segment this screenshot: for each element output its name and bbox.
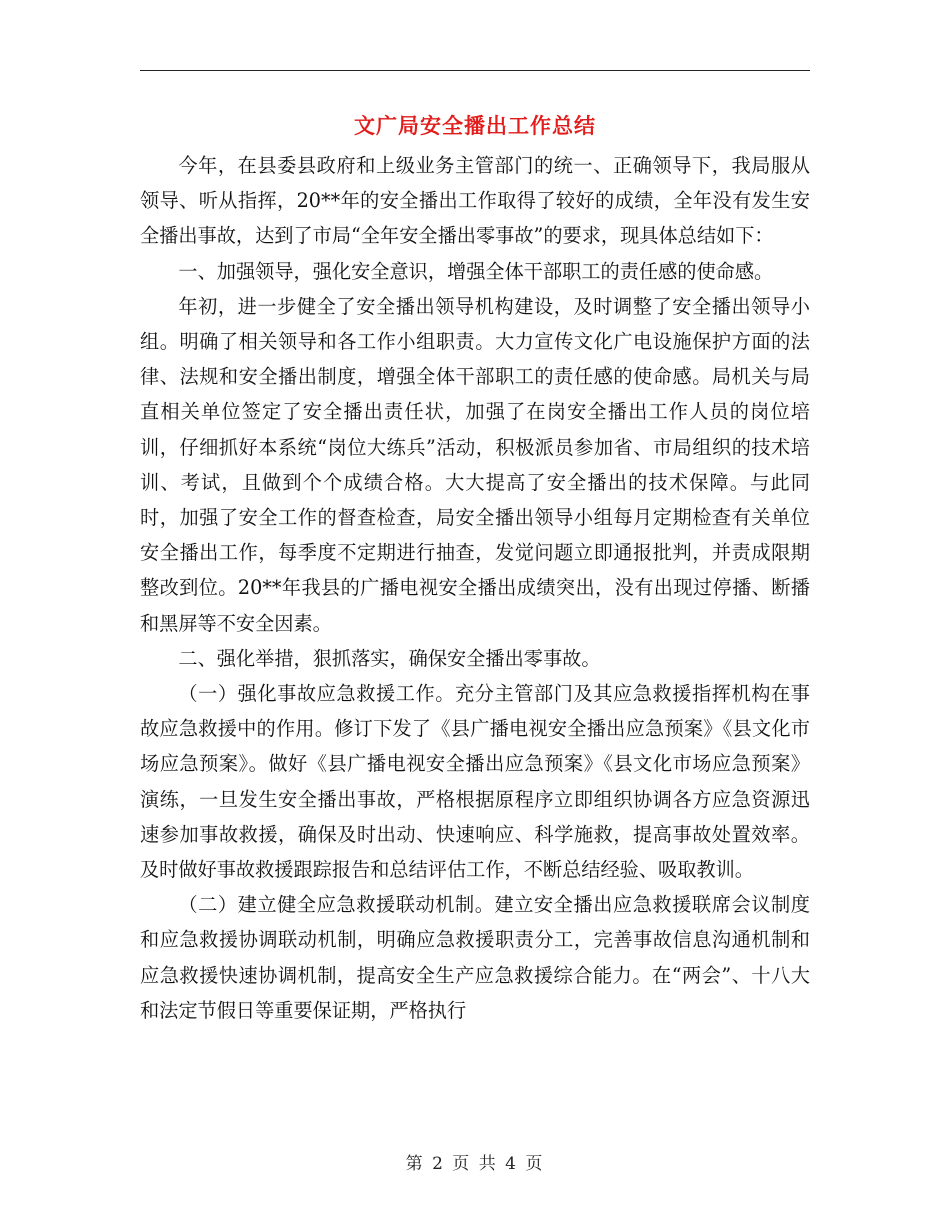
paragraph-section-1: 年初，进一步健全了安全播出领导机构建设，及时调整了安全播出领导小组。明确了相关领导和各工作小组职责。大力宣传文化广电设施保护方面的法律、法规和安全播出制度，增强全体干部职工的责任感的使命感。局机关与局直相关单位签定了安全播出责任状，加强了在岗安全播出工作人员的岗位培训，仔细抓好本系统“岗位大练兵”活动，积极派员参加省、市局组织的技术培训、考试，且做到个个成绩合格。大大提高了安全播出的技术保障。与此同时，加强了安全工作的督查检查，局安全播出领导小组每月定期检查有关单位安全播出工作，每季度不定期进行抽查，发觉问题立即通报批判，并责成限期整改到位。20**年我县的广播电视安全播出成绩突出，没有出现过停播、断播和黑屏等不安全因素。 — [140, 294, 810, 635]
document-title: 文广局安全播出工作总结 — [354, 114, 596, 138]
paragraph-subsection-2: （二）建立健全应急救援联动机制。建立安全播出应急救援联席会议制度和应急救援协调联动机制，明确应急救援职责分工，完善事故信息沟通机制和应急救援快速协调机制，提高安全生产应急救援综合能力。在“两会”、十八大和法定节假日等重要保证期，严格执行 — [140, 893, 810, 1022]
section-heading-2: 二、强化举措，狠抓落实，确保安全播出零事故。 — [178, 646, 601, 670]
document-body — [140, 148, 810, 1028]
header-rule — [140, 70, 810, 71]
page-number-footer: 第 2 页 共 4 页 — [405, 1154, 545, 1174]
section-heading-1: 一、加强领导，强化安全意识，增强全体干部职工的责任感的使命感。 — [178, 259, 774, 283]
paragraph-subsection-1: （一）强化事故应急救援工作。充分主管部门及其应急救援指挥机构在事故应急救援中的作用。修订下发了《县广播电视安全播出应急预案》《县文化市场应急预案》。做好《县广播电视安全播出应急预案》《县文化市场应急预案》演练，一旦发生安全播出事故，严格根据原程序立即组织协调各方应急资源迅速参加事故救援，确保及时出动、快速响应、科学施救，提高事故处置效率。及时做好事故救援跟踪报告和总结评估工作，不断总结经验、吸取教训。 — [140, 682, 810, 882]
paragraph-intro: 今年，在县委县政府和上级业务主管部门的统一、正确领导下，我局服从领导、听从指挥，20**年的安全播出工作取得了较好的成绩，全年没有发生安全播出事故，达到了市局“全年安全播出零事故”的要求，现具体总结如下： — [140, 154, 810, 248]
